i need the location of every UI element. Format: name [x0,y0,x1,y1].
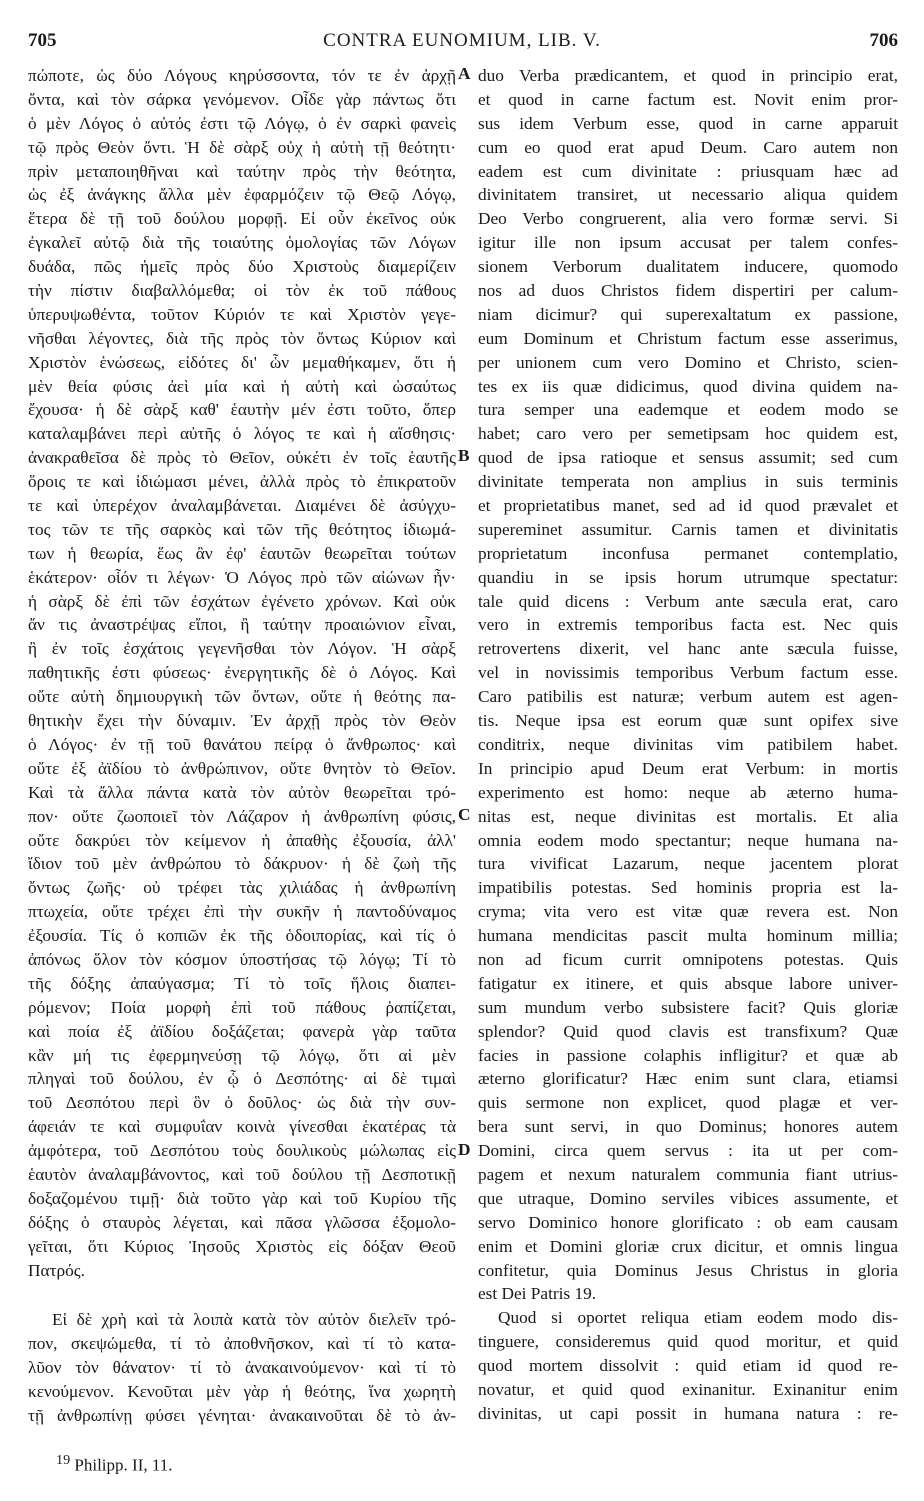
latin-line: per unionem cum vero Domino et Christo, scien- [478,352,898,372]
section-marker-c: C [458,804,471,824]
latin-line: experimento est homo: neque ab æterno huma- [478,782,898,802]
greek-line: ἡ σὰρξ δὲ ἐπὶ τῶν ἐσχάτων ἐγένετο χρόνων. Καὶ οὐκ [28,591,456,611]
greek-line: Καὶ τὰ ἄλλα πάντα κατὰ τὸν αὐτὸν θεωρεῖται τρό- [28,782,456,802]
greek-line: πον· οὔτε ζωοποιεῖ τὸν Λάζαρον ἡ ἀνθρωπίνη φύσις, [28,806,456,826]
greek-line: ὄντως ζωῆς· οὐ τρέφει τὰς χιλιάδας ἡ ἀνθρωπίνη [28,878,456,898]
greek-line: ἢ ἐν τοῖς ἐσχάτοις γεγενῆσθαι τὸν Λόγον. Ἡ σὰρξ [28,639,456,659]
latin-line: cryma; vita vero est vitæ quæ revera est. Non [478,902,898,922]
greek-line: ὑπερυψωθέντα, τοῦτον Κύριόν τε καὶ Χριστὸν γεγε- [28,304,456,324]
footnote-number: 19 [56,1452,71,1468]
latin-line: Caro patibilis est naturæ; verbum autem est agen- [478,687,898,707]
latin-line: enim et Domini gloriæ crux dicitur, et omnis lingua [478,1236,898,1256]
greek-line: πρὶν μεταποιηθῆναι καὶ ταύτην πρὸς τὴν θεότητα, [28,161,456,181]
greek-line: ἄν τις ἀναστρέψας εἴποι, ἢ ταύτην προαιώνιον εἶναι, [28,615,456,635]
page-number-left: 705 [28,30,57,51]
greek-column [28,64,456,1428]
latin-line: bera sunt servi, in quo Dominus; honores autem [478,1117,898,1137]
greek-line: τοῦ Δεσπότου περὶ ὃν ὁ δοῦλος· ὡς διὰ τὴν συν- [28,1093,456,1113]
greek-line: οὔτε αὐτὴ δημιουργικὴ τῶν ὄντων, οὔτε ἡ θεότης πα- [28,687,456,707]
latin-line: sus idem Verbum esse, quod in carne apparuit [478,113,898,133]
footnote-text: Philipp. II, 11. [74,1455,173,1475]
latin-line: omnia eodem modo spectantur; neque humana na- [478,830,898,850]
latin-line: duo Verba prædicantem, et quod in principio erat, [478,66,898,85]
latin-line: tis. Neque ipsa est eorum quæ sunt opifex sive [478,711,898,731]
latin-line: divinitatem transiret, ut necessario aliqua quidem [478,185,898,205]
greek-line: πληγαὶ τοῦ δούλου, ἐν ᾧ ὁ Δεσπότης· αἱ δὲ τιμαὶ [28,1069,456,1089]
greek-line: δυάδα, πῶς ἡμεῖς πρὸς δύο Χριστοὺς διαμερίζειν [28,257,456,277]
greek-line: ἐγκαλεῖ αὐτῷ διὰ τῆς τοιαύτης ὁμολογίας τῶν Λόγων [28,233,456,253]
latin-line: tes ex iis quæ didicimus, quod divina quidem na- [478,376,898,396]
latin-line: æterno glorificatur? Hæc enim sunt clara, etiamsi [478,1069,898,1089]
latin-line: tura vivificat Lazarum, neque jacentem plorat [478,854,898,874]
section-marker-b: B [458,446,470,466]
greek-line: πώποτε, ὡς δύο Λόγους κηρύσσοντα, τόν τε ἐν ἀρχῇ [28,66,456,85]
footnote [56,1452,172,1476]
latin-line: conditrix, neque divinitas vim patibilem habet. [478,734,898,754]
greek-line: ἴδιον τοῦ μὲν ἀνθρώπου τὸ δάκρυον· ἡ δὲ ζωὴ τῆς [28,854,456,874]
latin-line: confitetur, quia Dominus Jesus Christus in gloria [478,1260,898,1280]
greek-line: ὅροις τε καὶ ἰδιώμασι μένει, ἀλλὰ πρὸς τὸ ἐπικρατοῦν [28,472,456,492]
greek-line: ἑαυτὸν ἀναλαμβάνοντος, καὶ τοῦ δούλου τῇ Δεσποτικῇ [28,1164,456,1184]
section-marker-d: D [458,1139,471,1159]
latin-line: quod de ipsa ratioque et sensus assumit; sed cum [478,448,898,468]
greek-line: μὲν θεία φύσις ἀεὶ μία καὶ ἡ αὐτὴ καὶ ὡσαύτως [28,376,456,396]
greek-line: ὁ Λόγος· ἐν τῇ τοῦ θανάτου πείρᾳ ὁ ἄνθρωπος· καὶ [28,734,456,754]
greek-line: νῆσθαι λέγοντες, διὰ τῆς πρὸς τὸν ὄντως Κύριον καὶ [28,328,456,348]
greek-line: θητικὴν ἔχει τὴν δύναμιν. Ἐν ἀρχῇ πρὸς τὸν Θεὸν [28,711,456,731]
greek-line: Πατρός. [28,1260,85,1280]
greek-line: ἀνακραθεῖσα δὲ πρὸς τὸ Θεῖον, οὐκέτι ἐν τοῖς ἑαυτῆς [28,448,456,468]
latin-line: quod mortem dissolvit : quid etiam id quod re- [478,1356,898,1376]
latin-line: In principio apud Deum erat Verbum: in mortis [478,758,898,778]
latin-line: nitas est, neque divinitas est mortalis. Et alia [478,806,898,826]
greek-line: πον, σκεψώμεθα, τί τὸ ἀποθνῆσκον, καὶ τί τὸ κατα- [28,1334,456,1354]
latin-line: servo Dominico honore glorificato : ob eam causam [478,1212,898,1232]
greek-line: Χριστὸν ἑνώσεως, εἰδότες δι' ὧν μεμαθήκαμεν, ὅτι ἡ [28,352,456,372]
greek-line: τὴν πίστιν διαβαλλόμεθα; οἱ τὸν ἐκ τοῦ πάθους [28,281,456,301]
greek-line: ἀπόνως ὅλον τὸν κόσμον ὑποστήσας τῷ λόγῳ; Τί τὸ [28,949,456,969]
latin-line: niam dicimur? qui superexaltatum ex passione, [478,304,898,324]
greek-line: ἐξουσία. Τίς ὁ κοπιῶν ἐκ τῆς ὁδοιπορίας, καὶ τίς ὁ [28,926,456,946]
latin-line: splendor? Quid quod clavis est transfixum? Quæ [478,1021,898,1041]
latin-line: Deo Verbo congruerent, alia vero formæ servi. Si [478,209,898,229]
greek-line: τε καὶ ὑπερέχον ἀναλαμβάνεται. Διαμένει δὲ ἀσύγχυ- [28,496,456,516]
latin-line: facies in passione colaphis infligitur? et quæ ab [478,1045,898,1065]
greek-line: ὄντα, καὶ τὸν σάρκα γενόμενον. Οἶδε γὰρ πάντως ὅτι [28,89,456,109]
page-number-right: 706 [869,30,898,51]
latin-line: supereminet assumitur. Carnis tamen et divinitatis [478,519,898,539]
latin-column [478,64,898,1426]
latin-line: est Dei Patris 19. [478,1284,597,1304]
latin-line: nos ad duos Christos fidem dispertiri per calum- [478,281,898,301]
latin-line: divinitate temperata non amplius in suis terminis [478,472,898,492]
greek-line: ὁ μὲν Λόγος ὁ αὐτός ἐστι τῷ Λόγῳ, ὁ ἐν σαρκὶ φανεὶς [28,113,456,133]
latin-line: humana mendicitas pascit multa hominum millia; [478,926,898,946]
greek-line: ἔχουσα· ἡ δὲ σὰρξ καθ' ἑαυτὴν μέν ἐστι τοῦτο, ὅπερ [28,400,456,420]
greek-line: ὡς ἐξ ἀνάγκης ἄλλα μὲν ἐφαρμόζειν τῷ Θεῷ Λόγῳ, [28,185,456,205]
latin-line: eum Dominum et Christum factum esse asserimus, [478,328,898,348]
latin-line: igitur ille non ipsum accusat per talem confes- [478,233,898,253]
greek-line: τος τῶν τε τῆς σαρκὸς καὶ τῶν τῆς θεότητος ἰδιωμά- [28,519,456,539]
greek-line: τῷ πρὸς Θεὸν ὄντι. Ἡ δὲ σὰρξ οὐχ ἡ αὐτὴ τῇ θεότητι· [28,137,456,157]
latin-line: pagem et nexum naturalem communia fiant utrius- [478,1164,898,1184]
latin-line: vel in novissimis temporibus Verbum factum esse. [478,663,898,683]
latin-line: retrovertens dixerit, vel hanc ante sæcula fuisse, [478,639,898,659]
paragraph-gap [28,1282,456,1308]
latin-line: quis sermone non explicet, quod plagæ et ver- [478,1093,898,1113]
greek-line: λῦον τὸν θάνατον· τί τὸ ἀνακαινούμενον· καὶ τί τὸ [28,1358,456,1378]
greek-line: άφειάν τε καὶ συμφυΐαν κοινὰ γίνεσθαι ἑκατέρας τὰ [28,1117,456,1137]
latin-line: eadem est cum divinitate : priusquam hæc ad [478,161,898,181]
greek-line: κενούμενον. Κενοῦται μὲν γὰρ ἡ θεότης, ἵνα χωρητὴ [28,1382,456,1402]
latin-line: divinitas, ut capi possit in humana natura : re- [478,1403,898,1423]
latin-line: que utraque, Domino serviles vibices assumente, et [478,1188,898,1208]
greek-line: κἂν μή τις ἐφερμηνεύσῃ τῷ λόγῳ, ὅτι αἱ μὲν [28,1045,456,1065]
latin-line: non ad ficum currit omnipotens potestas. Quis [478,949,898,969]
greek-line: ἕτερα δὲ τῇ τοῦ δούλου μορφῇ. Εἰ οὖν ἐκεῖνος οὐκ [28,209,456,229]
greek-line: οὔτε ἐξ ἀϊδίου τὸ ἀνθρώπινον, οὔτε θνητὸν τὸ Θεῖον. [28,758,456,778]
greek-line: ρόμενον; Ποία μορφὴ ἐπὶ τοῦ πάθους ῥαπίζεται, [28,997,456,1017]
greek-line: Εἰ δὲ χρὴ καὶ τὰ λοιπὰ κατὰ τὸν αὐτὸν διελεῖν τρό- [52,1310,456,1330]
greek-line: παθητικῆς ἐστι φύσεως· ἐνεργητικῆς δὲ ὁ Λόγος. Καὶ [28,663,456,683]
greek-line: δόξης ὁ σταυρὸς λέγεται, καὶ πᾶσα γλῶσσα ἐξομολο- [28,1212,456,1232]
latin-line: et proprietatibus manet, sed ad id quod prævalet et [478,496,898,516]
greek-line: τῆς δόξης ἀπαύγασμα; Τί τὸ τοῖς ἥλοις διαπει- [28,973,456,993]
greek-line: τῇ ἀνθρωπίνῃ φύσει γένηται· ἀνακαινοῦται δὲ τὸ ἀν- [28,1405,456,1425]
page-header [0,30,924,60]
latin-line: sionem Verborum dualitatem inducere, quomodo [478,257,898,277]
greek-line: των ἡ θεωρία, ἕως ἂν ἐφ' ἑαυτῶν θεωρεῖται τούτων [28,543,456,563]
latin-line: novatur, et quid quod exinanitur. Exinanitur enim [478,1379,898,1399]
greek-line: ἀμφότερα, τοῦ Δεσπότου τοὺς δουλικοὺς μώλωπας εἰς [28,1141,456,1161]
greek-line: καὶ ποία ἐξ ἀϊδίου δοξάζεται; φανερὰ γὰρ ταῦτα [28,1021,456,1041]
running-title: CONTRA EUNOMIUM, LIB. V. [323,30,601,51]
latin-line: impatibilis potestas. Sed hominis propria est la- [478,878,898,898]
latin-line: Quod si oportet reliqua etiam eodem modo dis- [498,1308,898,1328]
greek-line: γεῖται, ὅτι Κύριος Ἰησοῦς Χριστὸς εἰς δόξαν Θεοῦ [28,1236,456,1256]
latin-line: tale quid dicens : Verbum ante sæcula erat, caro [478,591,898,611]
latin-line: cum eo quod erat apud Deum. Caro autem non [478,137,898,157]
latin-line: tinguere, consideremus quid quod moritur, et quid [478,1332,898,1352]
greek-line: ἑκάτερον· οἷόν τι λέγων· Ὁ Λόγος πρὸ τῶν αἰώνων ἦν· [28,567,456,587]
greek-line: οὔτε δακρύει τὸν κείμενον ἡ ἀπαθὴς ἐξουσία, ἀλλ' [28,830,456,850]
latin-line: quandiu in se ipsis horum utrumque spectatur: [478,567,898,587]
latin-line: Domini, circa quem servus : ita ut per com- [478,1141,898,1161]
latin-line: fatigatur ex itinere, et quis absque labore univer- [478,973,898,993]
greek-line: δοξαζομένου τιμῇ· διὰ τοῦτο γὰρ καὶ τοῦ Κυρίου τῆς [28,1188,456,1208]
latin-line: vero in extremis temporibus facta est. Nec quis [478,615,898,635]
section-marker-a: A [458,64,471,83]
latin-line: et quod in carne factum est. Novit enim pror- [478,89,898,109]
greek-line: πτωχεία, οὔτε τρέχει ἐπὶ τὴν συκῆν ἡ παντοδύναμος [28,902,456,922]
latin-line: proprietatum inconfusa permanet contemplatio, [478,543,898,563]
latin-line: habet; caro vero per semetipsam hoc quidem est, [478,424,898,444]
greek-line: καταλαμβάνει περὶ αὐτῆς ὁ λόγος τε καὶ ἡ αἴσθησις· [28,424,456,444]
latin-line: sum mundum verbo subsistere facit? Quis gloriæ [478,997,898,1017]
latin-line: tura semper una eademque et eodem modo se [478,400,898,420]
